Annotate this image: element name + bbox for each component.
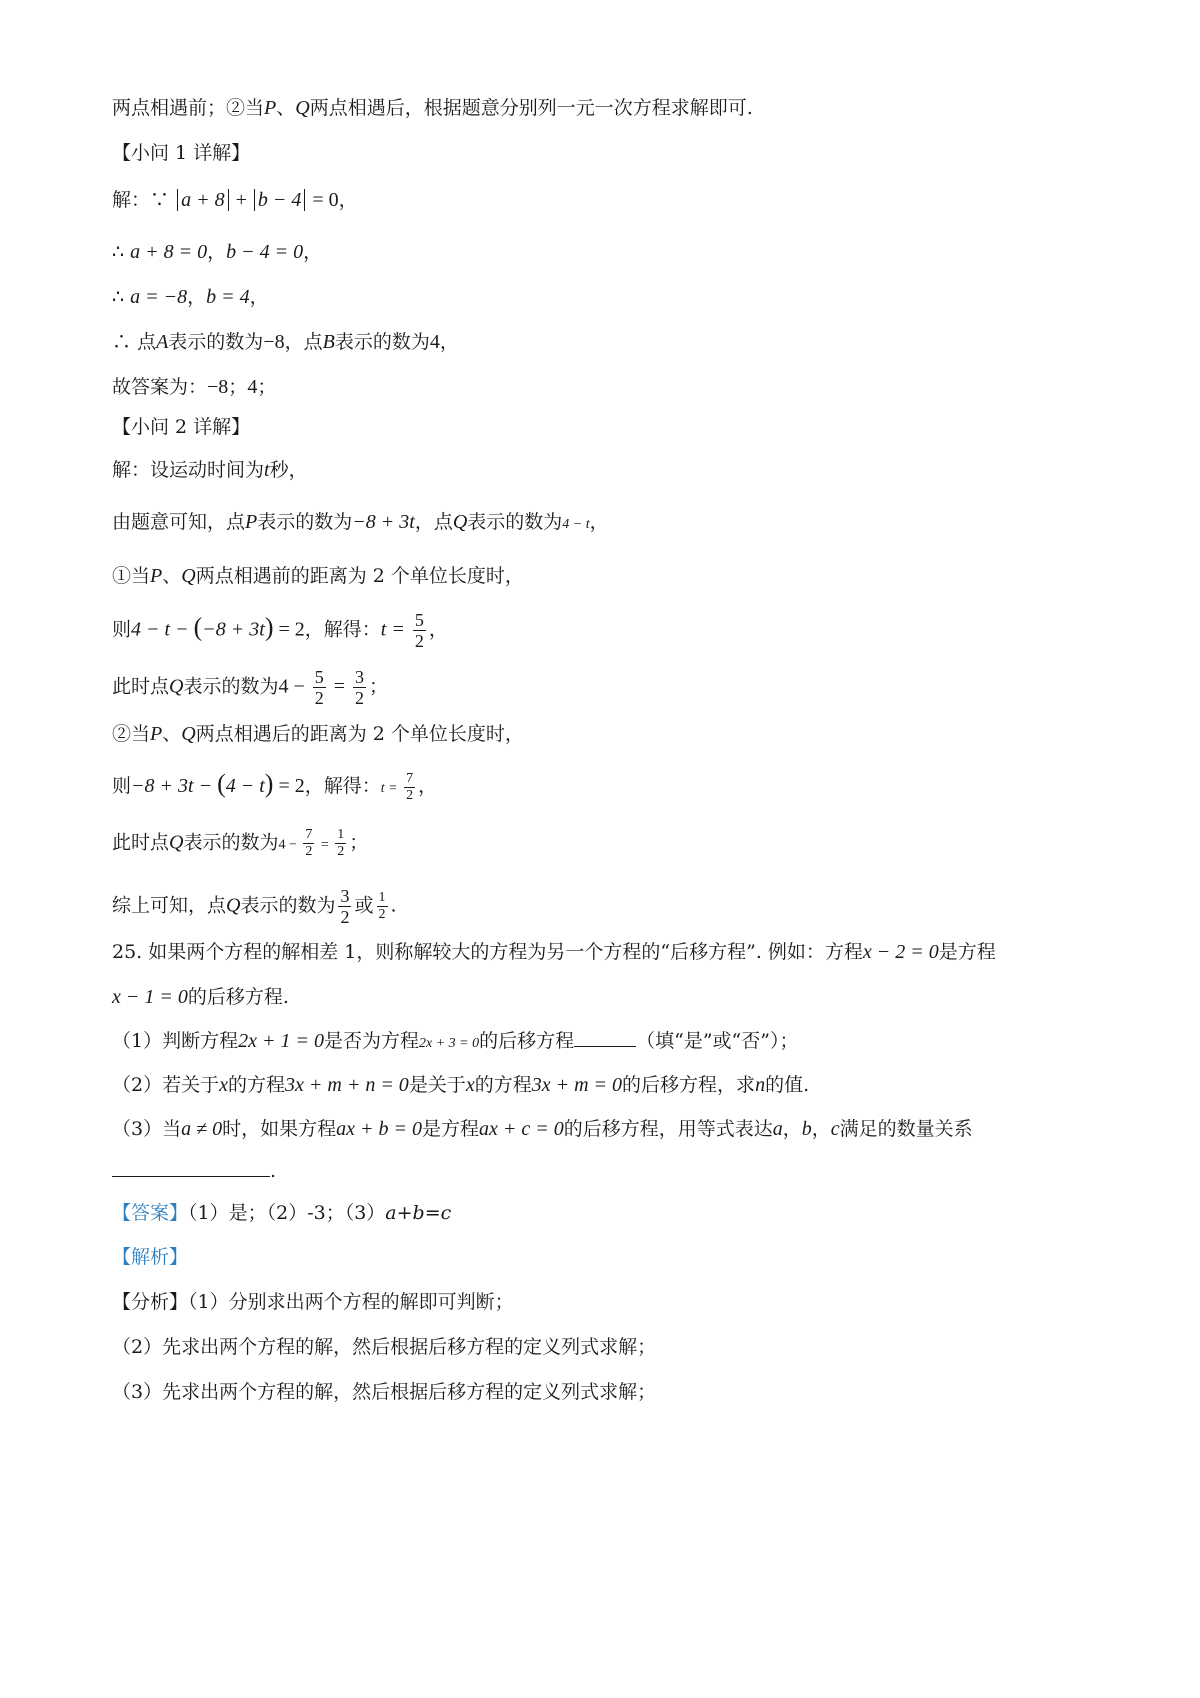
comma: ， (249, 286, 269, 308)
text: 两点相遇后，根据题意分别列一元一次方程求解即可. (309, 97, 753, 119)
text: （1）判断方程 (112, 1030, 239, 1052)
answer-blank[interactable] (574, 1028, 636, 1047)
text: 此时点 (112, 675, 170, 698)
fraction-5-2: $\frac{5}{2}$ (414, 610, 424, 651)
therefore-symbol: ∴ (112, 286, 125, 308)
text: 则 (112, 775, 132, 797)
text: 表示的数为 (240, 894, 336, 917)
text: （2）若关于 (112, 1074, 220, 1096)
fraction-1-2: $\frac{1}{2}$ (337, 827, 345, 859)
var-a-point: A (156, 331, 169, 353)
math: 4 (247, 376, 258, 398)
math: −8 (207, 376, 229, 398)
math: −8 (263, 331, 285, 353)
abs-equation-line (112, 186, 358, 214)
var-q: Q (295, 97, 310, 119)
var-p: P (264, 97, 277, 119)
text: 两点相遇前；②当 (112, 97, 265, 119)
var-q: Q (226, 894, 241, 917)
known-line (112, 508, 609, 539)
var-q: Q (181, 565, 196, 587)
q2-value-line (112, 827, 368, 860)
math: t = (380, 781, 402, 796)
math: x − 1 = 0 (112, 986, 188, 1008)
case2-line (112, 720, 524, 748)
math: −8 + 3t (352, 511, 415, 533)
math: −8 + 3t − (131, 775, 218, 797)
text: 的值. (765, 1074, 810, 1096)
q25-stem-line-2 (112, 983, 289, 1011)
fenxi-line-3: （3）先求出两个方程的解，然后根据后移方程的定义列式求解； (112, 1381, 657, 1403)
text: 或 (354, 894, 374, 917)
text: 的方程 (474, 1074, 532, 1096)
case1-line (112, 562, 524, 590)
text: 表示的数为 (257, 511, 353, 533)
answer-blank[interactable] (112, 1156, 270, 1177)
text: （3）当 (112, 1118, 182, 1140)
q25-part2 (112, 1071, 809, 1099)
q25-part3 (112, 1115, 973, 1143)
answer-text: （1）是；（2）-3；（3） (188, 1202, 386, 1224)
equals-zero: = 0 (307, 189, 339, 211)
text: 时，如果方程 (222, 1118, 337, 1140)
comma: ， (187, 286, 207, 308)
text: ， (811, 1118, 831, 1140)
math: 4 − t − (131, 618, 194, 641)
text: 的方程 (227, 1074, 285, 1096)
text: 两点相遇前的距离为 2 个单位长度时， (195, 565, 524, 587)
math: = (317, 837, 333, 853)
var-x: x (465, 1074, 475, 1096)
var-p: P (150, 723, 163, 745)
comma: ， (428, 618, 448, 641)
text: ②当 (112, 723, 151, 745)
text: 的后移方程，用等式表达 (563, 1118, 773, 1140)
math: = 2 (273, 775, 305, 797)
text: 表示的数为 (334, 331, 430, 353)
text: 的后移方程 (479, 1030, 575, 1052)
eq1-line: 则4 − t − (−8 + 3t) = 2，解得：t = $\frac{5}{2}$ ， (112, 610, 448, 651)
abs-term-2: b − 4 (254, 189, 306, 211)
comma: ， (303, 241, 323, 263)
comma: ， (207, 241, 227, 263)
math: 3x + m + n = 0 (285, 1074, 409, 1096)
answer-formula: a+b=c (385, 1202, 452, 1224)
math: −8 + 3t (202, 618, 265, 641)
math: ax + c = 0 (478, 1118, 564, 1140)
fenxi-line-1 (112, 1288, 514, 1316)
math: 4 − t (225, 775, 265, 797)
therefore-line-3 (112, 328, 459, 356)
text: 表示的数为 (467, 511, 563, 533)
text: 如果两个方程的解相差 1，则称解较大的方程为另一个方程的“后移方程”. 例如：方程 (148, 941, 863, 963)
fenxi-tag: 【分析】 (112, 1291, 189, 1313)
comma: ， (439, 331, 459, 353)
text: 的后移方程. (187, 986, 289, 1008)
text: 由题意可知，点 (112, 511, 246, 533)
text: 的后移方程，求 (622, 1074, 756, 1096)
text: 则 (112, 618, 132, 641)
semicolon: ； (349, 831, 369, 854)
therefore-line-2 (112, 283, 269, 311)
q25-stem-line-1 (112, 938, 996, 966)
text: 点 (137, 331, 157, 353)
text: 解： (112, 189, 151, 211)
eq2-line: 则−8 + 3t − (4 − t) = 2，解得：t = $\frac{7}{2}$ ， (112, 769, 438, 803)
text: 解：设运动时间为 (112, 459, 265, 481)
abs-term-1: a + 8 (177, 189, 229, 211)
var-b-point: B (322, 331, 335, 353)
math: b = 4 (206, 286, 250, 308)
text: ， (782, 1118, 802, 1140)
text: 是方程 (421, 1118, 479, 1140)
var-b: b (801, 1118, 812, 1140)
comma: ， (338, 189, 358, 211)
fraction-1-2: $\frac{1}{2}$ (378, 890, 386, 922)
math: 4 (429, 331, 440, 353)
text: 、 (162, 565, 182, 587)
text: 是否为方程 (323, 1030, 419, 1052)
text: 秒， (269, 459, 308, 481)
math: x − 2 = 0 (862, 941, 939, 963)
math: b − 4 = 0 (226, 241, 304, 263)
text: ； (257, 376, 277, 398)
semicolon: ； (369, 675, 389, 698)
math: = 2 (273, 618, 305, 641)
text: ； (228, 376, 248, 398)
var-q: Q (169, 831, 184, 854)
comma: ， (418, 775, 438, 797)
text: 是方程 (938, 941, 996, 963)
var-t: t (264, 459, 270, 481)
text: 表示的数为 (183, 675, 279, 698)
math: a ≠ 0 (181, 1118, 223, 1140)
fraction-3-2: $\frac{3}{2}$ (355, 667, 365, 708)
question-number: 25. (112, 941, 143, 963)
math: 4 − (278, 837, 301, 853)
text: . (270, 1160, 277, 1182)
fenxi-line-2: （2）先求出两个方程的解，然后根据后移方程的定义列式求解； (112, 1336, 657, 1358)
text: （填“是”或“否”）； (636, 1030, 799, 1052)
q25-part3-blank-line (112, 1156, 276, 1185)
text: 故答案为： (112, 376, 208, 398)
text: . (390, 894, 397, 917)
answer-line-1 (112, 373, 276, 401)
math: a = −8 (130, 286, 188, 308)
text: 表示的数为 (168, 331, 264, 353)
text: 、 (162, 723, 182, 745)
math: = (328, 675, 351, 698)
sub1-header: 【小问 1 详解】 (112, 142, 251, 164)
math: 2x + 1 = 0 (238, 1030, 324, 1052)
intro-line (112, 94, 753, 122)
math: ax + b = 0 (336, 1118, 422, 1140)
var-x: x (219, 1074, 228, 1096)
math: 2x + 3 = 0 (418, 1036, 480, 1051)
text: 满足的数量关系 (839, 1118, 973, 1140)
therefore-line-1 (112, 238, 322, 266)
math: 4 − t (562, 517, 590, 532)
fraction-5-2: $\frac{5}{2}$ (314, 667, 324, 708)
answer-tag: 【答案】 (112, 1202, 189, 1224)
var-q: Q (452, 511, 468, 533)
text: ，点 (284, 331, 323, 353)
text: 表示的数为 (183, 831, 279, 854)
var-a: a (772, 1118, 783, 1140)
because-symbol: ∵ (150, 189, 170, 211)
q1-value-line (112, 667, 388, 708)
var-q: Q (181, 723, 196, 745)
text: 综上可知，点 (112, 894, 227, 917)
text: ，解得： (304, 618, 381, 641)
set-time-line (112, 456, 308, 484)
text: 、 (276, 97, 296, 119)
var-p: P (245, 511, 258, 533)
text: ，点 (414, 511, 453, 533)
answer-block (112, 1199, 451, 1227)
fraction-7-2: $\frac{7}{2}$ (305, 827, 313, 859)
math: t = (380, 618, 410, 641)
analysis-tag: 【解析】 (112, 1246, 189, 1268)
comma: ， (589, 511, 609, 533)
var-c: c (830, 1118, 840, 1140)
fraction-7-2: $\frac{7}{2}$ (406, 770, 414, 803)
var-n: n (755, 1074, 766, 1096)
text: （1）分别求出两个方程的解即可判断； (188, 1291, 514, 1313)
math: 3x + m = 0 (531, 1074, 623, 1096)
fraction-3-2: $\frac{3}{2}$ (340, 886, 350, 927)
plus-sign: + (230, 189, 252, 211)
q25-part1 (112, 1027, 798, 1058)
text: ①当 (112, 565, 151, 587)
sub2-header: 【小问 2 详解】 (112, 416, 251, 438)
var-p: P (150, 565, 163, 587)
math: 4 − (278, 675, 310, 698)
text: 两点相遇后的距离为 2 个单位长度时， (195, 723, 524, 745)
text: ，解得： (304, 775, 381, 797)
var-q: Q (169, 675, 184, 698)
therefore-symbol: ∴ (112, 241, 125, 263)
therefore-symbol: ∴ (112, 331, 132, 353)
summary-line (112, 886, 397, 927)
text: 此时点 (112, 831, 170, 854)
text: 是关于 (408, 1074, 466, 1096)
math: a + 8 = 0 (130, 241, 208, 263)
